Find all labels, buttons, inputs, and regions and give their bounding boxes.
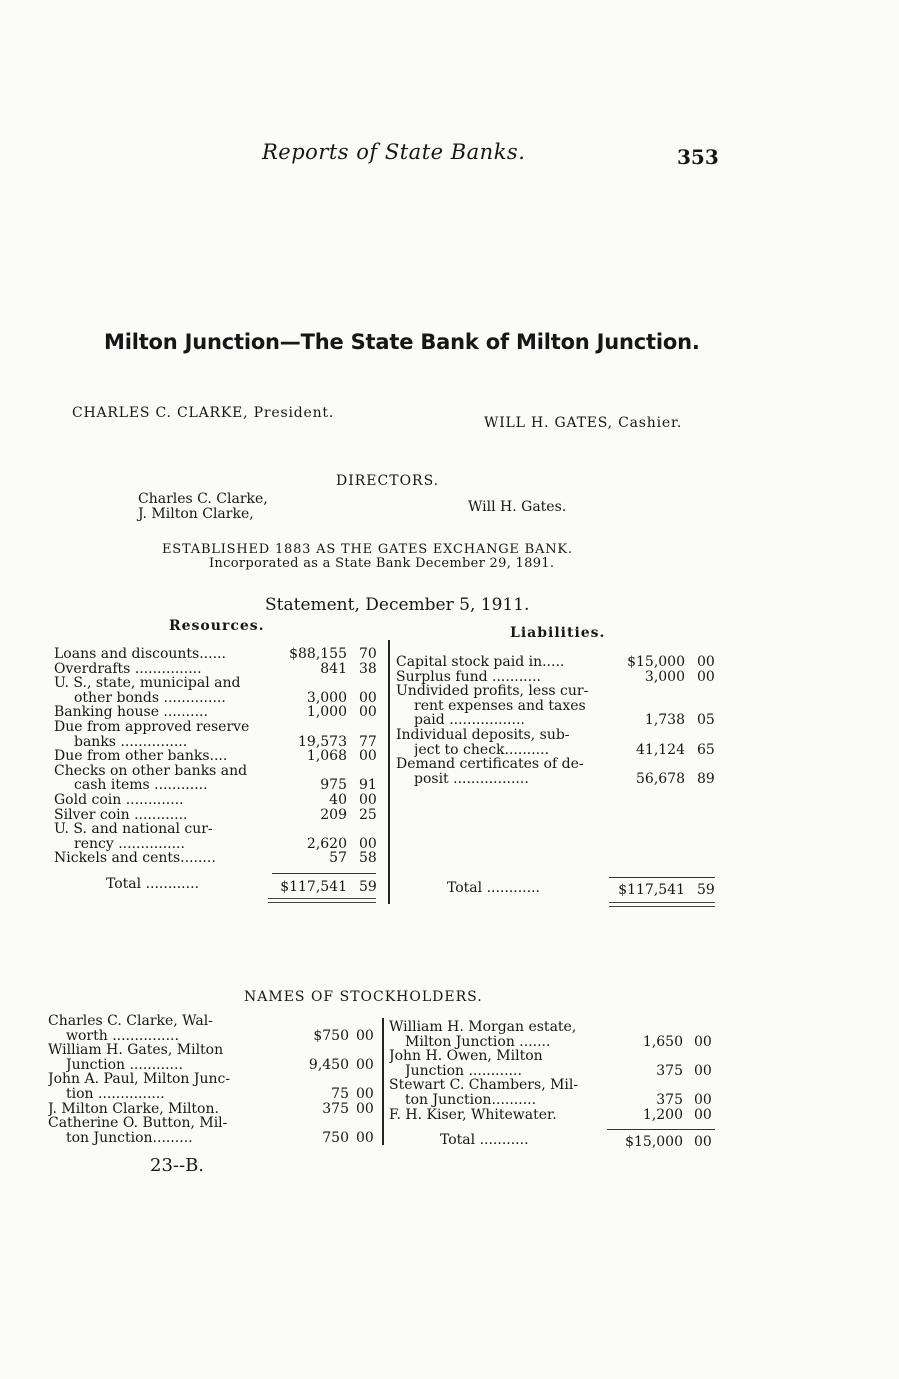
liability-amount-dollars: 41,124 [636, 741, 685, 758]
statement-date: Statement, December 5, 1911. [265, 595, 530, 615]
liabilities-total-cents: 59 [697, 882, 715, 898]
page-number: 353 [677, 145, 719, 169]
resource-amount-dollars: 841 [320, 660, 347, 677]
stockholder-right-amount-cents: 00 [694, 1106, 712, 1123]
director-name: Charles C. Clarke, [138, 491, 268, 507]
resource-item-line: other bonds .............. [74, 690, 226, 705]
directors-left-list [138, 492, 268, 522]
resource-item-line: Banking house .......... [54, 705, 208, 720]
director-name-right: Will H. Gates. [468, 499, 567, 515]
liability-amount-cents: 89 [697, 770, 715, 787]
stockholder-left-item-line: J. Milton Clarke, Milton. [48, 1101, 219, 1116]
liability-item-line: Undivided profits, less cur- [396, 684, 589, 699]
liabilities-total-dollars: $117,541 [618, 882, 685, 898]
resource-item-line: Overdrafts ............... [54, 661, 202, 676]
liability-amount-dollars: 1,738 [644, 712, 685, 729]
resources-total-label: Total ............ [106, 876, 199, 892]
president-line: CHARLES C. CLARKE, President. [72, 405, 335, 421]
resource-item-line: Loans and discounts...... [54, 647, 226, 661]
stockholder-left-amount-dollars: 75 [331, 1086, 349, 1102]
resource-amount-cents: 77 [359, 733, 377, 750]
stockholders-column-divider [382, 1018, 384, 1145]
stockholder-right-item-line: John H. Owen, Milton [389, 1049, 543, 1064]
resource-amount-cents: 91 [359, 777, 377, 794]
director-name: J. Milton Clarke, [138, 506, 254, 522]
stockholder-left-item-line: worth ............... [66, 1028, 179, 1043]
stockholder-right-item-line: F. H. Kiser, Whitewater. [389, 1107, 557, 1122]
statement-column-divider [388, 640, 390, 904]
cashier-line: WILL H. GATES, Cashier. [484, 415, 683, 431]
bank-title: Milton Junction—The State Bank of Milton Junction. [104, 330, 700, 354]
incorporated-line: Incorporated as a State Bank December 29, 1891. [209, 556, 555, 571]
liability-amount-cents: 00 [697, 668, 715, 685]
stockholders-total-cents: 00 [694, 1134, 712, 1150]
stockholder-right-amount-dollars: 375 [656, 1092, 683, 1108]
liability-amount-cents: 05 [697, 712, 715, 729]
liability-amount-cents: 65 [697, 741, 715, 758]
stockholder-left-item-line: Catherine O. Button, Mil- [48, 1116, 228, 1131]
stockholder-right-amount-cents: 00 [694, 1033, 712, 1050]
stockholders-total-label: Total ........... [440, 1132, 529, 1148]
stockholders-heading: NAMES OF STOCKHOLDERS. [244, 989, 483, 1005]
resource-amount-cents: 00 [359, 704, 377, 721]
liability-amount-dollars: $15,000 [627, 654, 685, 670]
resources-total-dollars: $117,541 [280, 879, 347, 895]
stockholders-total-dollars: $15,000 [625, 1134, 683, 1150]
resource-amount-dollars: 57 [329, 850, 347, 867]
liability-item-line: Demand certificates of de- [396, 757, 584, 772]
resource-amount-cents: 70 [359, 646, 377, 662]
resource-amount-cents: 00 [359, 748, 377, 765]
stockholder-right-item-line: William H. Morgan estate, [389, 1020, 577, 1034]
stockholders-sum-rule [607, 1129, 715, 1130]
resource-amount-dollars: 2,620 [306, 835, 347, 852]
resource-item-line: U. S. and national cur- [54, 822, 213, 837]
resources-total-double-rule [268, 898, 376, 903]
stockholder-right-amount-dollars: 1,650 [642, 1033, 683, 1050]
liability-item-line: Surplus fund ........... [396, 669, 541, 684]
resource-amount-cents: 00 [359, 835, 377, 852]
stockholder-right-item-line: Milton Junction ....... [405, 1034, 551, 1049]
resource-item-line: rency ............... [74, 836, 185, 851]
stockholder-left-amount-cents: 00 [356, 1027, 374, 1044]
stockholder-left-amount-cents: 00 [356, 1056, 374, 1073]
liability-item-line: rent expenses and taxes [414, 698, 586, 713]
stockholder-left-amount-dollars: 750 [322, 1129, 349, 1146]
resource-item-line: U. S., state, municipal and [54, 676, 241, 691]
resource-amount-dollars: 1,068 [306, 748, 347, 765]
stockholder-left-item-line: Charles C. Clarke, Wal- [48, 1014, 213, 1028]
resource-item-line: Due from approved reserve [54, 720, 250, 734]
resources-total-cents: 59 [359, 879, 377, 895]
resource-amount-dollars: 975 [320, 777, 347, 794]
resources-sum-rule [272, 873, 376, 874]
resource-item-line: banks ............... [74, 734, 188, 749]
resource-item-line: Silver coin ............ [54, 807, 188, 822]
liabilities-total-label: Total ............ [447, 880, 540, 896]
liability-amount-dollars: 56,678 [636, 770, 685, 787]
stockholder-left-item-line: Junction ............ [66, 1057, 183, 1072]
stockholder-left-amount-dollars: 375 [322, 1100, 349, 1117]
directors-heading: DIRECTORS. [336, 473, 440, 489]
resource-amount-dollars: 40 [329, 792, 347, 808]
liability-amount-cents: 00 [697, 654, 715, 670]
resource-item-line: Checks on other banks and [54, 763, 248, 778]
stockholder-left-amount-dollars: 9,450 [308, 1056, 349, 1073]
established-line: ESTABLISHED 1883 AS THE GATES EXCHANGE BANK. [162, 542, 573, 557]
stockholder-left-item-line: John A. Paul, Milton Junc- [48, 1072, 231, 1087]
stockholder-left-item-line: tion ............... [66, 1087, 165, 1101]
liabilities-sum-rule [609, 877, 715, 878]
stockholder-left-item-line: William H. Gates, Milton [48, 1043, 224, 1058]
liability-item-line: Capital stock paid in..... [396, 655, 565, 669]
stockholder-right-amount-cents: 00 [694, 1092, 712, 1108]
liability-item-line: ject to check.......... [414, 742, 550, 757]
stockholder-right-amount-dollars: 1,200 [642, 1106, 683, 1123]
signature-mark: 23--B. [150, 1155, 205, 1176]
resource-item-line: Gold coin ............. [54, 793, 184, 807]
resource-item-line: cash items ............ [74, 778, 208, 793]
stockholder-left-amount-cents: 00 [356, 1086, 374, 1102]
stockholder-left-item-line: ton Junction......... [66, 1130, 193, 1145]
stockholder-right-amount-cents: 00 [694, 1062, 712, 1079]
resource-item-line: Nickels and cents........ [54, 851, 216, 866]
liability-item-line: Individual deposits, sub- [396, 728, 570, 742]
resource-item-line: Due from other banks.... [54, 749, 228, 764]
stockholder-right-item-line: Junction ............ [405, 1063, 522, 1078]
running-header-title: Reports of State Banks. [262, 140, 526, 164]
resource-amount-dollars: 19,573 [298, 733, 347, 750]
liabilities-heading: Liabilities. [510, 625, 606, 641]
resource-amount-cents: 25 [359, 806, 377, 823]
resource-amount-cents: 00 [359, 792, 377, 808]
resource-amount-cents: 58 [359, 850, 377, 867]
liabilities-total-double-rule [609, 902, 715, 907]
liability-item-line: posit ................. [414, 771, 529, 786]
stockholder-right-item-line: Stewart C. Chambers, Mil- [389, 1078, 579, 1093]
stockholder-right-item-line: ton Junction.......... [405, 1093, 537, 1107]
resource-amount-dollars: 1,000 [306, 704, 347, 721]
stockholder-left-amount-cents: 00 [356, 1100, 374, 1117]
stockholder-left-amount-cents: 00 [356, 1129, 374, 1146]
resources-heading: Resources. [169, 618, 265, 634]
resource-amount-dollars: 209 [320, 806, 347, 823]
resource-amount-dollars: $88,155 [289, 646, 347, 662]
resource-amount-cents: 00 [359, 689, 377, 706]
liability-amount-dollars: 3,000 [644, 668, 685, 685]
resource-amount-dollars: 3,000 [306, 689, 347, 706]
liability-item-line: paid ................. [414, 713, 525, 728]
stockholder-left-amount-dollars: $750 [313, 1027, 349, 1044]
stockholder-right-amount-dollars: 375 [656, 1062, 683, 1079]
resource-amount-cents: 38 [359, 660, 377, 677]
